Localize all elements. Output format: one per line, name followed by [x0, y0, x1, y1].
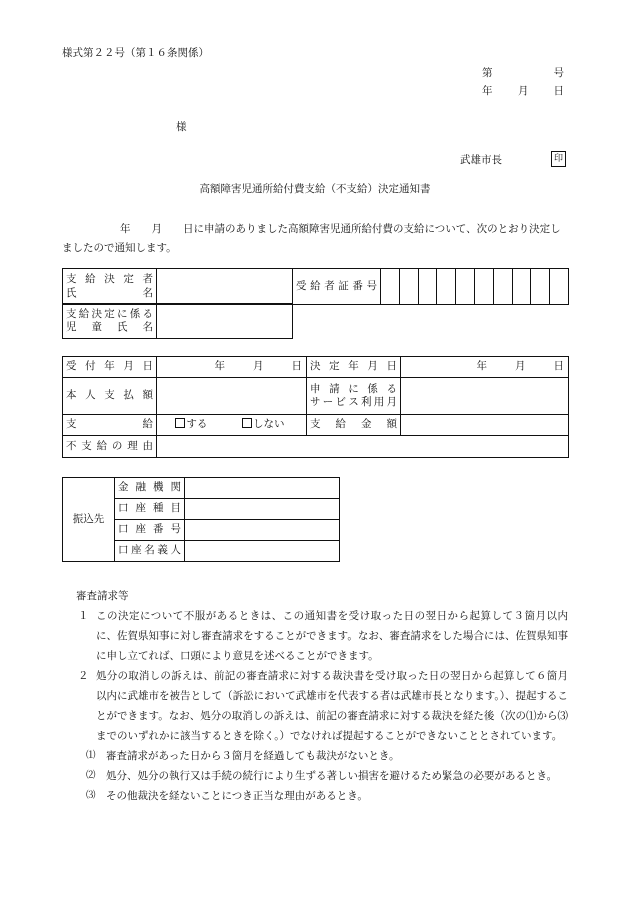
checkbox-no[interactable]: しない	[242, 418, 285, 430]
paid-amount-label: 本 人 支 払 額	[63, 378, 157, 415]
document-number-line	[482, 67, 564, 80]
intro-paragraph: 年 月 日に申請のありました高額障害児通所給付費の支給について、次のとおり決定しましたので通知します。	[62, 223, 561, 254]
note-sub-item-3: ⑶ その他裁決を経ないことにつき正当な理由があるとき。	[86, 790, 368, 802]
issuer-name: 武雄市長	[460, 154, 502, 166]
bank-name-label: 金 融 機 関	[115, 478, 185, 499]
received-date-field[interactable]: 年 月 日	[157, 357, 307, 378]
account-type-label: 口 座 種 目	[115, 499, 185, 520]
reason-field[interactable]	[157, 436, 569, 458]
payment-label: 支 給	[63, 415, 157, 436]
child-table	[62, 303, 293, 339]
recipient-number-digit[interactable]	[474, 269, 493, 305]
checkbox-icon	[175, 418, 185, 428]
reason-label: 不支給の理由	[63, 436, 157, 458]
decision-person-field[interactable]	[157, 269, 293, 305]
appeal-notes	[76, 586, 568, 806]
recipient-number-digit[interactable]	[437, 269, 456, 305]
date-month: 月	[518, 85, 529, 97]
recipient-number-digit[interactable]	[531, 269, 550, 305]
recipient-table	[62, 268, 569, 305]
recipient-number-label: 受給者証番号	[293, 269, 381, 305]
bank-name-field[interactable]	[185, 478, 340, 499]
received-date-label: 受 付 年 月 日	[63, 357, 157, 378]
recipient-number-digit[interactable]	[512, 269, 531, 305]
addressee-suffix: 様	[176, 121, 187, 133]
checkbox-icon	[242, 418, 252, 428]
amount-label: 支 給 金 額	[307, 415, 401, 436]
child-name-label: 支給決定に係る 児 童 氏 名	[63, 304, 157, 339]
account-holder-label: 口座名義人	[115, 541, 185, 562]
date-day: 日	[553, 85, 564, 97]
note-sub-item-1: ⑴ 審査請求があった日から３箇月を経過しても裁決がないとき。	[86, 750, 400, 762]
account-holder-field[interactable]	[185, 541, 340, 562]
account-number-label: 口 座 番 号	[115, 520, 185, 541]
form-number: 様式第２２号（第１６条関係）	[62, 47, 209, 59]
number-prefix: 第	[482, 67, 493, 79]
transfer-group-label: 振込先	[63, 478, 115, 562]
note-item-1: １ この決定について不服があるときは、この通知書を受け取った日の翌日から起算して３箇月以内に、佐賀県知事に対し審査請求をすることができます。なお、審査請求をした場合には、佐賀県知事に申し立てれば、口頭により意見を述べることができます。	[78, 610, 568, 662]
paid-amount-field[interactable]	[157, 378, 307, 415]
service-month-label: 申 請 に 係 る サービス利用月	[307, 378, 401, 415]
notes-heading: 審査請求等	[76, 590, 129, 602]
account-number-field[interactable]	[185, 520, 340, 541]
note-item-2: ２ 処分の取消しの訴えは、前記の審査請求に対する裁決書を受け取った日の翌日から起算して６箇月以内に武雄市を被告として（訴訟において武雄市を代表する者は武雄市長となります。）、提起することができます。なお、処分の取消しの訴えは、前記の審査請求に対する裁決を経た後（次の⑴から⑶までのいずれかに該当するときを除く。）でなければ提起することができないこととされています。	[78, 670, 568, 742]
amount-field[interactable]	[401, 415, 569, 436]
document-title: 高額障害児通所給付費支給（不支給）決定通知書	[199, 183, 431, 195]
recipient-number-digit[interactable]	[456, 269, 475, 305]
recipient-number-digit[interactable]	[399, 269, 418, 305]
decision-person-label: 支 給 決 定 者 氏 名	[63, 269, 157, 305]
decided-date-field[interactable]: 年 月 日	[401, 357, 569, 378]
account-type-field[interactable]	[185, 499, 340, 520]
decided-date-label: 決 定 年 月 日	[307, 357, 401, 378]
date-year: 年	[482, 85, 493, 97]
recipient-number-digit[interactable]	[550, 269, 569, 305]
payment-options	[157, 415, 307, 436]
recipient-number-digit[interactable]	[493, 269, 512, 305]
checkbox-yes[interactable]: する	[175, 418, 207, 430]
note-sub-item-2: ⑵ 処分、処分の執行又は手続の続行により生ずる著しい損害を避けるため緊急の必要があるとき。	[86, 770, 558, 782]
number-suffix: 号	[553, 67, 564, 79]
recipient-number-digit[interactable]	[381, 269, 400, 305]
bank-transfer-table	[62, 477, 340, 562]
decision-table	[62, 356, 569, 458]
service-month-field[interactable]	[401, 378, 569, 415]
seal-mark: 印	[551, 151, 566, 167]
child-name-field[interactable]	[157, 304, 293, 339]
recipient-number-digit[interactable]	[418, 269, 437, 305]
